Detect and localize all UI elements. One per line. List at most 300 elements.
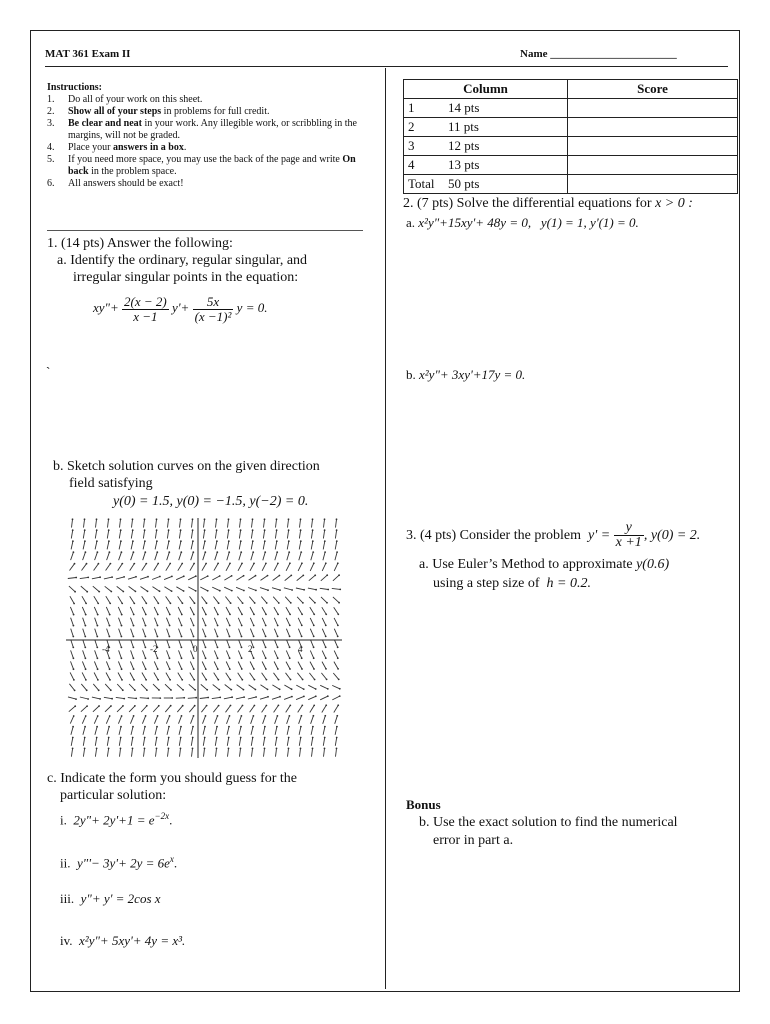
field-arrow bbox=[215, 629, 218, 637]
field-arrow bbox=[216, 748, 217, 756]
field-arrow bbox=[287, 530, 288, 538]
field-arrow-head bbox=[156, 529, 158, 531]
field-arrow-head bbox=[145, 625, 147, 627]
field-arrow-head bbox=[144, 518, 146, 520]
field-arrow-head bbox=[312, 529, 314, 531]
field-arrow bbox=[130, 661, 133, 669]
field-arrow-head bbox=[72, 636, 74, 638]
field-arrow bbox=[82, 607, 85, 615]
q1b-conditions: y(0) = 1.5, y(0) = −1.5, y(−2) = 0. bbox=[113, 494, 309, 509]
field-arrow bbox=[68, 578, 76, 579]
field-arrow-head bbox=[180, 737, 182, 739]
field-arrow bbox=[300, 748, 301, 756]
field-arrow bbox=[202, 597, 207, 604]
field-arrow-head bbox=[85, 679, 87, 681]
field-arrow-head bbox=[108, 726, 110, 728]
field-arrow-head bbox=[253, 657, 255, 659]
field-arrow-head bbox=[97, 679, 99, 681]
field-arrow bbox=[128, 698, 136, 699]
field-arrow bbox=[333, 575, 339, 581]
field-arrow bbox=[131, 650, 134, 658]
field-arrow bbox=[106, 673, 110, 680]
field-arrow bbox=[70, 716, 73, 724]
field-arrow bbox=[311, 738, 312, 746]
field-arrow-head bbox=[264, 737, 266, 739]
field-arrow-head bbox=[312, 540, 314, 542]
field-arrow-head bbox=[338, 679, 340, 681]
field-arrow bbox=[284, 685, 291, 689]
field-arrow bbox=[104, 697, 112, 698]
field-arrow bbox=[119, 541, 121, 549]
field-arrow bbox=[70, 607, 73, 615]
field-arrow bbox=[189, 706, 194, 713]
field-arrow-head bbox=[121, 603, 123, 605]
field-arrow-head bbox=[253, 715, 255, 717]
field-arrow bbox=[323, 541, 325, 549]
field-arrow bbox=[142, 607, 146, 615]
field-arrow-head bbox=[288, 748, 290, 750]
field-arrow-head bbox=[133, 715, 135, 717]
field-arrow bbox=[215, 552, 218, 560]
field-arrow-head bbox=[120, 748, 122, 750]
field-arrow bbox=[71, 640, 74, 648]
q1c-ii: ii. y"'− $3y'+ 2y = 6e^x$. bbox=[60, 854, 178, 871]
field-arrow-head bbox=[96, 529, 98, 531]
field-arrow bbox=[311, 541, 313, 549]
field-arrow-head bbox=[253, 636, 255, 638]
instructions-block bbox=[47, 82, 365, 190]
field-arrow-head bbox=[336, 737, 338, 739]
score-table-header-score: Score bbox=[568, 80, 738, 99]
field-arrow-head bbox=[289, 562, 291, 564]
field-arrow bbox=[309, 597, 315, 603]
field-arrow-head bbox=[168, 518, 170, 520]
field-arrow bbox=[105, 684, 111, 690]
field-arrow-head bbox=[288, 518, 290, 520]
field-arrow-head bbox=[193, 625, 195, 627]
field-arrow-head bbox=[181, 715, 183, 717]
field-arrow bbox=[311, 552, 313, 560]
field-arrow-head bbox=[193, 668, 195, 670]
field-arrow bbox=[334, 662, 338, 669]
field-arrow bbox=[285, 597, 291, 603]
field-arrow-head bbox=[73, 614, 75, 616]
field-arrow bbox=[106, 596, 110, 603]
field-arrow bbox=[261, 597, 266, 603]
field-arrow bbox=[276, 519, 277, 527]
field-arrow bbox=[71, 629, 74, 637]
field-arrow-head bbox=[180, 540, 182, 542]
field-arrow bbox=[264, 519, 265, 527]
field-arrow-head bbox=[241, 647, 243, 649]
field-arrow-head bbox=[195, 575, 197, 577]
field-arrow bbox=[310, 618, 314, 626]
field-arrow bbox=[94, 673, 98, 680]
field-arrow-head bbox=[73, 668, 75, 670]
field-arrow-head bbox=[229, 647, 231, 649]
field-arrow-head bbox=[205, 647, 207, 649]
field-arrow bbox=[204, 519, 205, 527]
tick-label-0: 0 bbox=[193, 644, 198, 654]
score-cell[interactable] bbox=[568, 118, 738, 137]
field-arrow-head bbox=[300, 726, 302, 728]
field-arrow-head bbox=[217, 668, 219, 670]
field-arrow-head bbox=[230, 705, 232, 707]
field-arrow-head bbox=[169, 636, 171, 638]
field-arrow bbox=[156, 519, 157, 527]
field-arrow bbox=[95, 552, 98, 560]
field-arrow bbox=[141, 706, 147, 712]
field-arrow-head bbox=[313, 715, 315, 717]
score-table-header-column: Column bbox=[404, 80, 568, 99]
field-arrow-head bbox=[204, 748, 206, 750]
field-arrow-head bbox=[252, 726, 254, 728]
field-arrow-head bbox=[171, 697, 173, 699]
field-arrow-head bbox=[85, 603, 87, 605]
field-arrow-head bbox=[133, 657, 135, 659]
field-arrow-head bbox=[241, 563, 243, 565]
field-arrow-head bbox=[337, 562, 339, 564]
field-arrow bbox=[248, 697, 256, 699]
field-arrow-head bbox=[265, 715, 267, 717]
field-arrow-head bbox=[96, 726, 98, 728]
field-arrow bbox=[262, 607, 266, 614]
field-arrow bbox=[275, 738, 276, 746]
q3-frac: $\frac{y}{x +1}$ bbox=[615, 520, 642, 551]
field-arrow bbox=[84, 519, 85, 527]
field-arrow bbox=[144, 748, 145, 756]
field-arrow bbox=[107, 738, 108, 746]
field-arrow bbox=[93, 586, 99, 591]
field-arrow-head bbox=[240, 748, 242, 750]
field-arrow-head bbox=[206, 602, 208, 604]
field-arrow-head bbox=[324, 540, 326, 542]
field-arrow bbox=[275, 530, 276, 538]
field-arrow-head bbox=[195, 697, 197, 699]
field-arrow-head bbox=[110, 591, 112, 593]
field-arrow-head bbox=[243, 689, 245, 691]
field-arrow bbox=[142, 673, 146, 680]
field-arrow-head bbox=[193, 563, 195, 565]
field-arrow-head bbox=[277, 563, 279, 565]
field-arrow-head bbox=[121, 668, 123, 670]
field-arrow-head bbox=[146, 689, 148, 691]
field-arrow bbox=[201, 706, 206, 713]
field-arrow bbox=[71, 552, 74, 560]
field-arrow bbox=[261, 576, 268, 581]
field-arrow-head bbox=[336, 551, 338, 553]
field-arrow bbox=[191, 716, 194, 724]
field-arrow bbox=[131, 541, 133, 549]
field-arrow bbox=[250, 563, 254, 570]
field-arrow-head bbox=[204, 529, 206, 531]
field-arrow bbox=[107, 618, 110, 626]
field-arrow bbox=[83, 552, 86, 560]
field-arrow-head bbox=[278, 705, 280, 707]
field-arrow bbox=[215, 716, 218, 724]
field-arrow bbox=[118, 673, 122, 680]
field-arrow-head bbox=[290, 679, 292, 681]
field-arrow-head bbox=[157, 625, 159, 627]
field-arrow-head bbox=[289, 625, 291, 627]
field-arrow bbox=[216, 519, 217, 527]
field-arrow-head bbox=[157, 679, 159, 681]
field-arrow bbox=[260, 697, 268, 699]
field-arrow-head bbox=[265, 625, 267, 627]
field-arrow-head bbox=[229, 679, 231, 681]
field-arrow bbox=[83, 738, 84, 746]
score-cell[interactable] bbox=[568, 99, 738, 118]
field-arrow bbox=[83, 530, 84, 538]
field-arrow-head bbox=[339, 688, 341, 690]
field-arrow bbox=[164, 576, 172, 579]
table-row: 2 11 pts bbox=[404, 118, 738, 137]
field-arrow-head bbox=[145, 647, 147, 649]
field-arrow-head bbox=[206, 705, 208, 707]
field-arrow-head bbox=[180, 726, 182, 728]
field-arrow bbox=[156, 748, 157, 756]
field-arrow bbox=[239, 738, 240, 746]
field-arrow-head bbox=[231, 575, 233, 577]
q1c-line1: c. Indicate the form you should guess for the bbox=[47, 771, 297, 786]
field-arrow-head bbox=[217, 647, 219, 649]
field-arrow-head bbox=[291, 589, 293, 591]
field-arrow bbox=[296, 696, 304, 699]
field-arrow-head bbox=[122, 591, 124, 593]
field-arrow bbox=[203, 541, 205, 549]
field-arrow bbox=[166, 661, 169, 669]
field-arrow bbox=[106, 607, 109, 615]
field-arrow-head bbox=[254, 602, 256, 604]
field-arrow-head bbox=[111, 576, 113, 578]
field-arrow-head bbox=[303, 589, 305, 591]
field-arrow bbox=[213, 685, 220, 690]
name-field[interactable]: Name _______________________ bbox=[520, 48, 677, 60]
field-arrow-head bbox=[110, 563, 112, 565]
field-arrow-head bbox=[264, 518, 266, 520]
field-arrow bbox=[322, 640, 325, 648]
field-arrow-head bbox=[300, 748, 302, 750]
field-arrow bbox=[143, 738, 144, 746]
field-arrow bbox=[191, 530, 192, 538]
field-arrow-head bbox=[98, 591, 100, 593]
field-arrow bbox=[263, 552, 265, 560]
score-cell[interactable] bbox=[568, 175, 738, 194]
field-arrow bbox=[83, 618, 86, 626]
field-arrow-head bbox=[325, 657, 327, 659]
field-arrow-head bbox=[216, 726, 218, 728]
q2b-equation: b. x²y"+ 3xy'+17y = 0. bbox=[406, 367, 526, 382]
field-arrow-head bbox=[229, 636, 231, 638]
field-arrow bbox=[116, 577, 124, 579]
field-arrow bbox=[129, 684, 135, 690]
field-arrow bbox=[176, 587, 183, 591]
field-arrow bbox=[227, 629, 230, 637]
field-arrow bbox=[178, 564, 182, 571]
field-arrow-head bbox=[169, 657, 171, 659]
field-arrow-head bbox=[279, 589, 281, 591]
field-arrow-head bbox=[217, 679, 219, 681]
field-arrow-head bbox=[337, 646, 339, 648]
field-arrow bbox=[321, 575, 327, 581]
field-arrow bbox=[189, 684, 195, 690]
field-arrow-head bbox=[314, 574, 316, 576]
field-arrow bbox=[286, 563, 290, 571]
field-arrow bbox=[83, 727, 85, 735]
field-arrow-head bbox=[135, 576, 137, 578]
field-arrow bbox=[224, 576, 231, 580]
field-arrow bbox=[95, 738, 96, 746]
field-arrow bbox=[128, 577, 136, 579]
field-arrow bbox=[226, 673, 231, 680]
field-arrow bbox=[310, 563, 314, 571]
field-arrow-head bbox=[217, 563, 219, 565]
field-arrow-head bbox=[145, 657, 147, 659]
field-arrow bbox=[131, 552, 134, 560]
field-arrow-head bbox=[266, 602, 268, 604]
field-arrow bbox=[226, 607, 230, 614]
field-arrow-head bbox=[156, 737, 158, 739]
field-arrow-head bbox=[301, 625, 303, 627]
field-arrow bbox=[323, 716, 326, 724]
field-arrow bbox=[311, 727, 313, 735]
field-arrow-head bbox=[267, 696, 269, 698]
field-arrow bbox=[286, 607, 290, 614]
score-table bbox=[403, 79, 738, 194]
field-arrow bbox=[310, 651, 313, 659]
field-arrow bbox=[118, 596, 122, 603]
field-arrow-head bbox=[171, 576, 173, 578]
score-cell[interactable] bbox=[568, 156, 738, 175]
field-arrow bbox=[192, 748, 193, 756]
field-arrow-head bbox=[327, 688, 329, 690]
score-cell[interactable] bbox=[568, 137, 738, 156]
field-arrow bbox=[335, 552, 337, 560]
field-arrow-head bbox=[109, 657, 111, 659]
field-arrow-head bbox=[194, 602, 196, 604]
field-arrow-head bbox=[243, 696, 245, 698]
field-arrow-head bbox=[228, 540, 230, 542]
field-arrow-head bbox=[181, 563, 183, 565]
field-arrow bbox=[275, 727, 277, 735]
field-arrow bbox=[262, 662, 266, 670]
field-arrow bbox=[70, 672, 74, 680]
field-arrow-head bbox=[193, 679, 195, 681]
field-arrow-head bbox=[170, 705, 172, 707]
field-arrow bbox=[272, 697, 280, 700]
field-arrow bbox=[321, 673, 326, 680]
field-arrow bbox=[152, 577, 160, 580]
field-arrow bbox=[263, 716, 266, 724]
field-arrow bbox=[308, 588, 316, 590]
field-arrow bbox=[71, 661, 74, 669]
field-arrow-head bbox=[157, 715, 159, 717]
field-arrow-head bbox=[204, 726, 206, 728]
field-arrow bbox=[228, 748, 229, 756]
table-row: 3 12 pts bbox=[404, 137, 738, 156]
field-arrow-head bbox=[276, 540, 278, 542]
field-arrow-head bbox=[73, 679, 75, 681]
field-arrow-head bbox=[230, 602, 232, 604]
field-arrow bbox=[262, 640, 265, 648]
field-arrow-head bbox=[97, 614, 99, 616]
field-arrow bbox=[236, 587, 244, 590]
field-arrow bbox=[203, 716, 206, 724]
field-arrow bbox=[312, 519, 313, 527]
field-arrow bbox=[335, 541, 337, 549]
field-arrow-head bbox=[337, 636, 339, 638]
field-arrow-head bbox=[120, 518, 122, 520]
field-arrow-head bbox=[205, 657, 207, 659]
field-arrow bbox=[272, 588, 280, 590]
field-arrow-head bbox=[204, 540, 206, 542]
field-arrow-head bbox=[156, 540, 158, 542]
field-arrow-head bbox=[267, 589, 269, 591]
field-arrow bbox=[214, 662, 218, 670]
field-arrow bbox=[297, 673, 302, 680]
field-arrow bbox=[179, 738, 180, 746]
field-arrow-head bbox=[313, 705, 315, 707]
field-arrow bbox=[143, 629, 146, 637]
field-arrow-head bbox=[171, 590, 173, 592]
field-arrow bbox=[154, 596, 159, 603]
field-arrow bbox=[322, 705, 326, 712]
field-arrow bbox=[274, 618, 277, 626]
field-arrow bbox=[179, 629, 182, 637]
field-arrow bbox=[71, 748, 72, 756]
field-arrow bbox=[286, 651, 289, 659]
field-arrow-head bbox=[99, 698, 101, 700]
instruction-item-1: 1. Do all of your work on this sheet. bbox=[47, 94, 203, 105]
field-arrow bbox=[178, 596, 183, 603]
field-arrow-head bbox=[337, 704, 339, 706]
field-arrow-head bbox=[121, 551, 123, 553]
field-arrow bbox=[297, 575, 304, 580]
field-arrow bbox=[286, 629, 289, 637]
direction-field[interactable] bbox=[66, 518, 342, 758]
field-arrow-head bbox=[291, 696, 293, 698]
field-arrow bbox=[140, 577, 148, 580]
field-arrow bbox=[117, 586, 124, 591]
field-arrow bbox=[83, 541, 85, 549]
field-arrow bbox=[142, 716, 145, 724]
field-arrow-head bbox=[193, 715, 195, 717]
field-arrow bbox=[107, 552, 110, 560]
field-arrow bbox=[287, 738, 288, 746]
field-arrow-head bbox=[204, 551, 206, 553]
field-arrow-head bbox=[181, 625, 183, 627]
field-arrow bbox=[95, 541, 97, 549]
field-arrow-head bbox=[228, 529, 230, 531]
field-arrow-head bbox=[265, 647, 267, 649]
field-arrow-head bbox=[267, 689, 269, 691]
field-arrow-head bbox=[74, 705, 76, 707]
field-arrow bbox=[167, 727, 169, 735]
field-arrow bbox=[332, 696, 339, 700]
field-arrow-head bbox=[170, 689, 172, 691]
instruction-item-5: 5. If you need more space, you may use the back of the page and write On back in the problem space. bbox=[47, 154, 356, 177]
field-arrow bbox=[70, 564, 75, 571]
field-arrow bbox=[142, 596, 147, 603]
field-arrow-head bbox=[229, 715, 231, 717]
field-arrow bbox=[140, 698, 148, 699]
field-arrow-head bbox=[253, 625, 255, 627]
field-arrow bbox=[177, 684, 183, 690]
field-arrow bbox=[154, 716, 157, 724]
q1a-equation: xy"+ $\frac{2(x - 2)}{x -1}$ y'+ $\frac{5x}{\text{(x −1)²}}$ y = 0. bbox=[93, 293, 268, 324]
field-arrow-head bbox=[288, 551, 290, 553]
field-arrow-head bbox=[300, 518, 302, 520]
